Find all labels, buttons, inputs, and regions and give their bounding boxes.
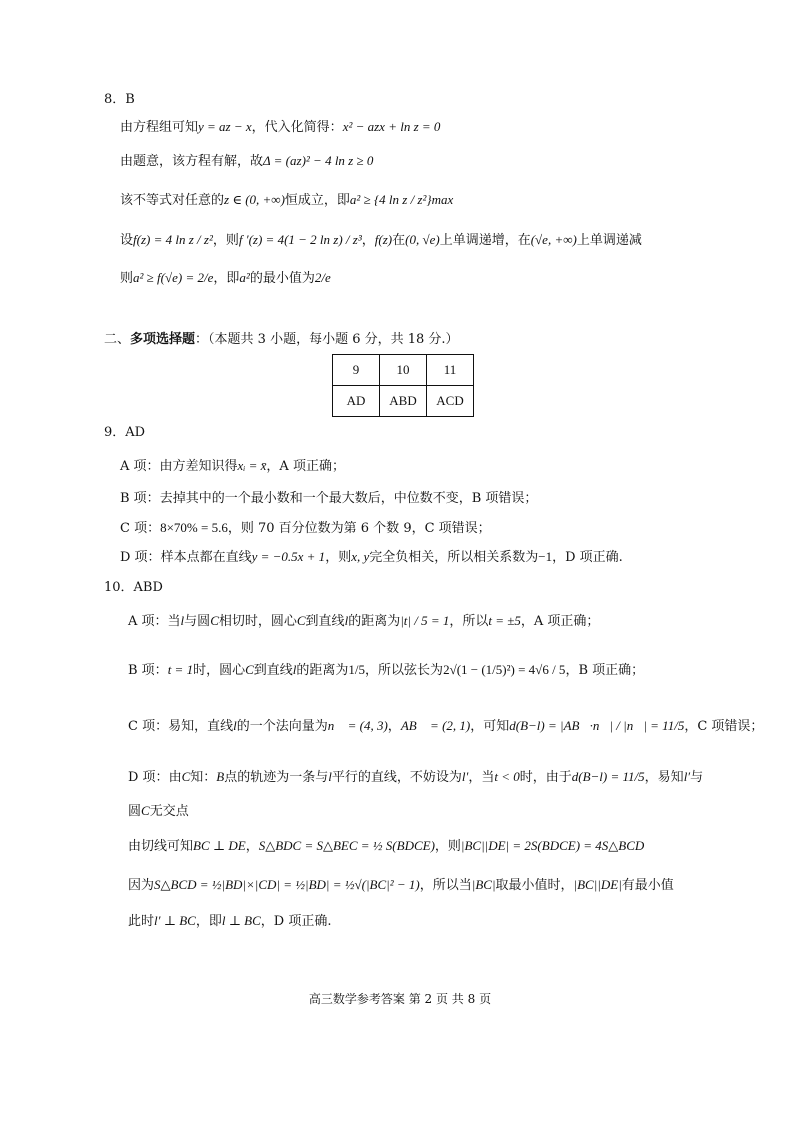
text: ，则 — [434, 839, 461, 854]
symbol: l — [180, 613, 185, 628]
formula: y = −0.5x + 1 — [251, 549, 326, 564]
formula: 2√(1 − (1/5)²) = 4√6 / 5 — [443, 662, 566, 677]
text: 的一个法向量为 — [236, 719, 328, 734]
text: 无交点 — [149, 804, 189, 819]
text: 当 — [167, 614, 181, 629]
page-footer: 高三数学参考答案 第 2 页 共 8 页 — [308, 992, 492, 1006]
text: 取最小值时， — [495, 878, 574, 893]
q10-heading: 10．ABD — [104, 580, 163, 595]
formula: t = 1 — [167, 662, 194, 677]
text: ， — [387, 719, 401, 734]
text: ，代入化简得： — [251, 120, 343, 135]
text: 圆 — [128, 804, 142, 819]
formula: a² — [239, 270, 250, 285]
formula: |t| / 5 = 1 — [400, 613, 450, 628]
text: 的最小值为 — [249, 271, 315, 286]
text: 由切线可知 — [128, 839, 194, 854]
symbol: C — [181, 769, 191, 784]
symbol: C — [296, 613, 306, 628]
text: 相切时，圆心 — [218, 614, 297, 629]
text: 的距离为 — [348, 614, 401, 629]
formula: |BC||DE| — [573, 877, 622, 892]
text: 恒成立，即 — [284, 193, 350, 208]
formula: f(z) — [374, 232, 393, 247]
text: ， — [245, 839, 259, 854]
formula: t = ±5 — [488, 613, 521, 628]
text: 与 — [690, 770, 704, 785]
text: 样本点都在直线 — [160, 550, 252, 565]
section-title: 多项选择题 — [130, 332, 196, 347]
text: 到直线 — [253, 663, 293, 678]
formula: l ⊥ BC — [221, 913, 261, 928]
option-label: D 项： — [120, 550, 161, 565]
answer-table-answer-row — [333, 386, 474, 417]
text: ，则 — [325, 550, 352, 565]
text: 由方差知识得 — [159, 459, 238, 474]
text: 与圆 — [184, 614, 211, 629]
text: 由方程组可知 — [120, 120, 199, 135]
text: 该不等式对任意的 — [120, 193, 225, 208]
formula: a² ≥ {4 ln z / z²}max — [349, 192, 454, 207]
q10-option-d-cont — [128, 803, 189, 820]
option-label: B 项： — [120, 491, 160, 506]
formula: 8×70% = 5.6 — [160, 520, 228, 535]
option-label: B 项： — [128, 663, 168, 678]
text: ，D 项正确. — [552, 550, 623, 565]
formula: S△BCD = ½|BD|×|CD| = ½|BD| = ½√(|BC|² − 1) — [154, 877, 420, 892]
formula: x, y — [351, 549, 370, 564]
q10-option-c — [128, 718, 763, 735]
text: 完全负相关，所以相关系数为 — [369, 550, 539, 565]
text: 点的轨迹为一条与 — [224, 770, 329, 785]
symbol: l — [344, 613, 349, 628]
section-2-heading — [104, 332, 459, 348]
option-label: C 项： — [128, 719, 169, 734]
symbol: l′ — [683, 769, 691, 784]
text: ，即 — [195, 914, 222, 929]
formula: −1 — [538, 549, 553, 564]
text: 上单调递减 — [576, 233, 642, 248]
formula: t < 0 — [494, 769, 520, 784]
formula: (√e, +∞) — [530, 232, 577, 247]
formula: f ′(z) = 4(1 − 2 ln z) / z³ — [238, 232, 362, 247]
answer-table-header-row — [333, 355, 474, 386]
formula: d(B−l) = |AB⃗·n⃗| / |n⃗| = 11/5 — [509, 718, 685, 733]
answer-cell: ABD — [380, 386, 427, 417]
text: ，则 — [212, 233, 239, 248]
section-prefix: 二、 — [104, 332, 131, 347]
text: ，所以当 — [419, 878, 472, 893]
q9-option-c — [120, 520, 491, 537]
formula: |BC| — [471, 877, 496, 892]
text: 易知，直线 — [168, 719, 234, 734]
text: ，可知 — [470, 719, 510, 734]
text: ，易知 — [644, 770, 684, 785]
text: 去掉其中的一个最小数和一个最大数后，中位数不变，B 项错误； — [159, 491, 538, 506]
answer-cell: AD — [333, 386, 380, 417]
q8-line-1 — [120, 119, 440, 136]
q10-line-tangent — [128, 838, 644, 855]
text: ，D 项正确. — [260, 914, 332, 929]
text: ，所以弦长为 — [365, 663, 444, 678]
symbol: l′ — [461, 769, 469, 784]
formula: a² ≥ f(√e) = 2/e — [133, 270, 214, 285]
formula: |BC||DE| = 2S(BDCE) = 4S△BCD — [460, 838, 645, 853]
section-note: ：（本题共 3 小题，每小题 6 分，共 18 分.） — [195, 332, 459, 347]
q8-heading: 8．B — [104, 92, 135, 107]
formula: BC ⊥ DE — [193, 838, 246, 853]
formula: n⃗ = (4, 3) — [327, 718, 388, 733]
symbol: C — [210, 613, 219, 628]
text: 的距离为 — [296, 663, 349, 678]
text: 到直线 — [305, 614, 345, 629]
text: 有最小值 — [621, 878, 674, 893]
formula: y = az − x — [198, 119, 252, 134]
answer-cell: ACD — [427, 386, 474, 417]
formula: x² − azx + ln z = 0 — [342, 119, 441, 134]
text: ，A 项正确； — [266, 459, 345, 474]
text: ，A 项正确； — [520, 614, 600, 629]
q10-option-a — [128, 613, 599, 630]
text: 由 — [168, 770, 182, 785]
text: 平行的直线，不妨设为 — [331, 770, 462, 785]
q9-option-a — [120, 458, 345, 475]
q9-option-b — [120, 491, 537, 507]
q8-line-2 — [120, 153, 373, 170]
formula: f(z) = 4 ln z / z² — [133, 232, 213, 247]
formula: Δ = (az)² − 4 ln z ≥ 0 — [263, 153, 374, 168]
option-label: A 项： — [128, 614, 168, 629]
q8-line-5 — [120, 270, 331, 287]
text: ，即 — [213, 271, 240, 286]
symbol: C — [245, 662, 254, 677]
formula: d(B−l) = 11/5 — [571, 769, 645, 784]
q9-heading: 9．AD — [104, 425, 146, 440]
symbol: B — [216, 769, 225, 784]
q10-option-b — [128, 662, 644, 679]
text: 因为 — [128, 878, 155, 893]
q10-line-area — [128, 877, 674, 894]
formula: l′ ⊥ BC — [154, 913, 196, 928]
text: ，当 — [468, 770, 495, 785]
q9-option-d — [120, 549, 623, 566]
formula: 2/e — [314, 270, 331, 285]
question-number-cell: 9 — [333, 355, 380, 386]
symbol: C — [141, 803, 150, 818]
formula: AB⃗ = (2, 1) — [400, 718, 471, 733]
symbol: l — [233, 718, 237, 733]
question-number-cell: 10 — [380, 355, 427, 386]
formula: z ∈ (0, +∞) — [224, 192, 285, 207]
text: ，所以 — [449, 614, 489, 629]
text: ，则 70 百分位数为第 6 个数 9，C 项错误； — [227, 521, 491, 536]
q10-line-conclusion — [128, 913, 331, 930]
q8-line-3 — [120, 192, 453, 209]
q8-line-4 — [120, 232, 642, 249]
text: ，C 项错误； — [684, 719, 764, 734]
text: 则 — [120, 271, 134, 286]
formula: 1/5 — [348, 662, 366, 677]
formula: S△BDC = S△BEC = ½ S(BDCE) — [258, 838, 435, 853]
text: 由题意，该方程有解，故 — [120, 154, 264, 169]
q10-option-d — [128, 769, 703, 786]
text: 知： — [190, 770, 217, 785]
option-label: D 项： — [128, 770, 169, 785]
text: 此时 — [128, 914, 155, 929]
formula: xᵢ = x̄ — [237, 458, 267, 473]
text: 时，由于 — [519, 770, 572, 785]
answer-table — [332, 354, 474, 417]
symbol: l — [292, 662, 297, 677]
question-number-cell: 11 — [427, 355, 474, 386]
text: ，B 项正确； — [565, 663, 645, 678]
formula: (0, √e) — [405, 232, 440, 247]
text: 上单调递增，在 — [439, 233, 531, 248]
text: 时，圆心 — [193, 663, 246, 678]
symbol: l — [328, 769, 332, 784]
option-label: C 项： — [120, 521, 161, 536]
option-label: A 项： — [120, 459, 160, 474]
text: 在 — [392, 233, 406, 248]
text: ， — [361, 233, 375, 248]
text: 设 — [120, 233, 134, 248]
